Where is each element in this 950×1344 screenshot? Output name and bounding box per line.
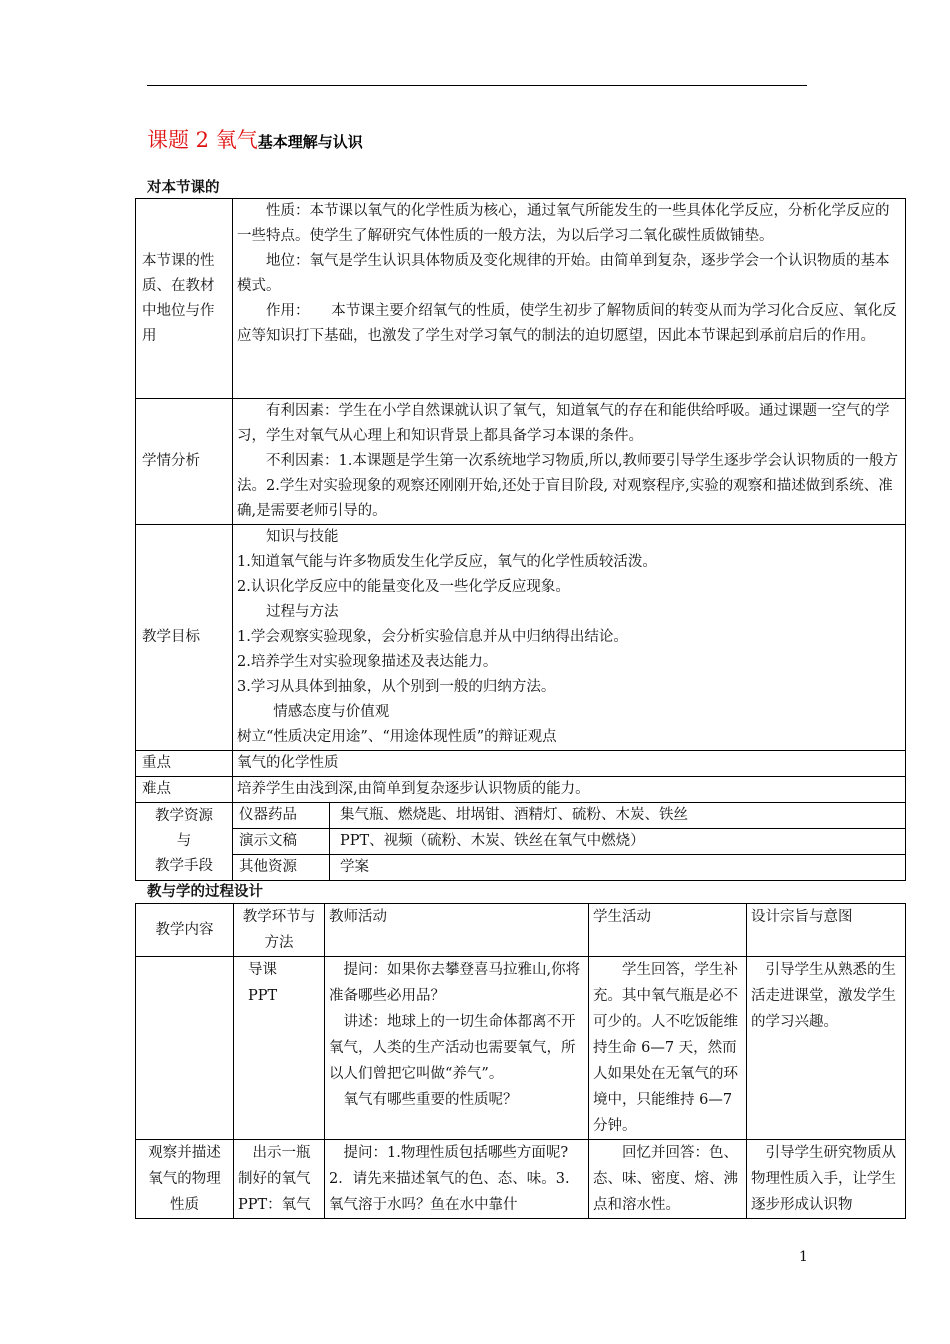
goals-heading-attitude: 情感态度与价值观	[273, 704, 390, 720]
goals-item: 1.学会观察实验现象，会分析实验信息并从中归纳得出结论。	[237, 629, 628, 645]
section-heading-overview: 对本节课的	[147, 180, 220, 196]
row-resources-1	[136, 803, 906, 829]
cell-intent: 引导学生从熟悉的生活走进课堂，激发学生的学习兴趣。	[747, 957, 906, 1140]
row-analysis	[136, 399, 906, 525]
analysis-para-2: 不利因素：1.本课题是学生第一次系统地学习物质,所以,教师要引导学生逐步学会认识物质的一般方法。2.学生对实验现象的观察还刚刚开始,还处于盲目阶段, 对观察程序,实验的观察和描述做到系统、准确,是需要老师引导的。	[237, 453, 899, 519]
nature-para-3: 作用： 本节课主要介绍氧气的性质，使学生初步了解物质间的转变从而为学习化合反应、氧化反应等知识打下基础，也激发了学生对学习氧气的制法的迫切愿望，因此本节课起到承前启后的作用。	[237, 303, 897, 344]
resource-name: 演示文稿	[233, 829, 330, 855]
process-header-row	[136, 904, 906, 957]
goals-item: 2.认识化学反应中的能量变化及一些化学反应现象。	[237, 579, 570, 595]
cell-step: 出示一瓶制好的氧气 PPT：氧气	[234, 1140, 325, 1219]
cell-student: 回忆并回答：色、态、味、密度、熔、沸点和溶水性。	[589, 1140, 747, 1219]
cell-teacher: 提问：1.物理性质包括哪些方面呢?2．请先来描述氧气的色、态、味。3.氧气溶于水吗？鱼在水中靠什	[325, 1140, 589, 1219]
goals-heading-process: 过程与方法	[266, 604, 339, 620]
resource-value: 学案	[330, 855, 906, 881]
resource-name: 仪器药品	[233, 803, 330, 829]
overview-table	[135, 198, 906, 881]
header-rule	[147, 85, 807, 86]
row-label-resources: 教学资源 与 教学手段	[136, 803, 233, 881]
process-table	[135, 903, 906, 1219]
cell-intent: 引导学生研究物质从物理性质入手，让学生逐步形成认识物	[747, 1140, 906, 1219]
row-content-nature	[233, 199, 906, 399]
row-difficulty	[136, 777, 906, 803]
title-subtitle: 基本理解与认识	[257, 133, 363, 151]
goals-item: 3.学习从具体到抽象，从个别到一般的归纳方法。	[237, 679, 556, 695]
goals-item: 树立“性质决定用途”、“用途体现性质”的辩证观点	[237, 729, 557, 745]
row-nature	[136, 199, 906, 399]
process-row-intro	[136, 957, 906, 1140]
row-content-analysis	[233, 399, 906, 525]
goals-item: 1.知道氧气能与许多物质发生化学反应，氧气的化学性质较活泼。	[237, 554, 657, 570]
cell-content: 观察并描述氧气的物理性质	[136, 1140, 234, 1219]
cell-student: 学生回答，学生补充。其中氧气瓶是必不可少的。人不吃饭能维持生命 6—7 天，然而人如果处在无氧气的环境中，只能维持 6—7 分钟。	[589, 957, 747, 1140]
goals-heading-knowledge: 知识与技能	[266, 529, 339, 545]
row-key	[136, 751, 906, 777]
header-content: 教学内容	[136, 904, 234, 957]
cell-teacher: 提问：如果你去攀登喜马拉雅山,你将准备哪些必用品？ 讲述：地球上的一切生命体都离不开氧气，人类的生产活动也需要氧气，所以人们曾把它叫做“养气”。 氧气有哪些重要的性质呢？	[325, 957, 589, 1140]
header-intent: 设计宗旨与意图	[747, 904, 906, 957]
resource-name: 其他资源	[233, 855, 330, 881]
header-student: 学生活动	[589, 904, 747, 957]
header-teacher: 教师活动	[325, 904, 589, 957]
row-label-difficulty: 难点	[136, 777, 233, 803]
resource-value: PPT、视频（硫粉、木炭、铁丝在氧气中燃烧）	[330, 829, 906, 855]
row-resources-2	[136, 829, 906, 855]
row-content-difficulty: 培养学生由浅到深,由简单到复杂逐步认识物质的能力。	[233, 777, 906, 803]
row-resources-3	[136, 855, 906, 881]
row-goals	[136, 525, 906, 751]
resource-value: 集气瓶、燃烧匙、坩埚钳、酒精灯、硫粉、木炭、铁丝	[330, 803, 906, 829]
page-number: 1	[799, 1249, 808, 1265]
cell-content	[136, 957, 234, 1140]
section-heading-process: 教与学的过程设计	[147, 884, 263, 900]
row-label-nature: 本节课的性质、在教材中地位与作用	[136, 199, 233, 399]
row-content-key: 氧气的化学性质	[233, 751, 906, 777]
nature-para-2: 地位：氧气是学生认识具体物质及变化规律的开始。由简单到复杂，逐步学会一个认识物质的基本模式。	[237, 253, 890, 294]
goals-item: 2.培养学生对实验现象描述及表达能力。	[237, 654, 498, 670]
row-label-goals: 教学目标	[136, 525, 233, 751]
row-label-analysis: 学情分析	[136, 399, 233, 525]
header-step: 教学环节与方法	[234, 904, 325, 957]
process-row-physical	[136, 1140, 906, 1219]
page-title	[147, 124, 363, 154]
title-topic: 课题 2 氧气	[147, 128, 258, 152]
row-content-goals	[233, 525, 906, 751]
nature-para-1: 性质：本节课以氧气的化学性质为核心，通过氧气所能发生的一些具体化学反应，分析化学反应的一些特点。使学生了解研究气体性质的一般方法，为以后学习二氧化碳性质做铺垫。	[237, 203, 890, 244]
cell-step: 导课 PPT	[234, 957, 325, 1140]
row-label-key: 重点	[136, 751, 233, 777]
analysis-para-1: 有利因素：学生在小学自然课就认识了氧气，知道氧气的存在和能供给呼吸。通过课题一空气的学习，学生对氧气从心理上和知识背景上都具备学习本课的条件。	[237, 403, 890, 444]
